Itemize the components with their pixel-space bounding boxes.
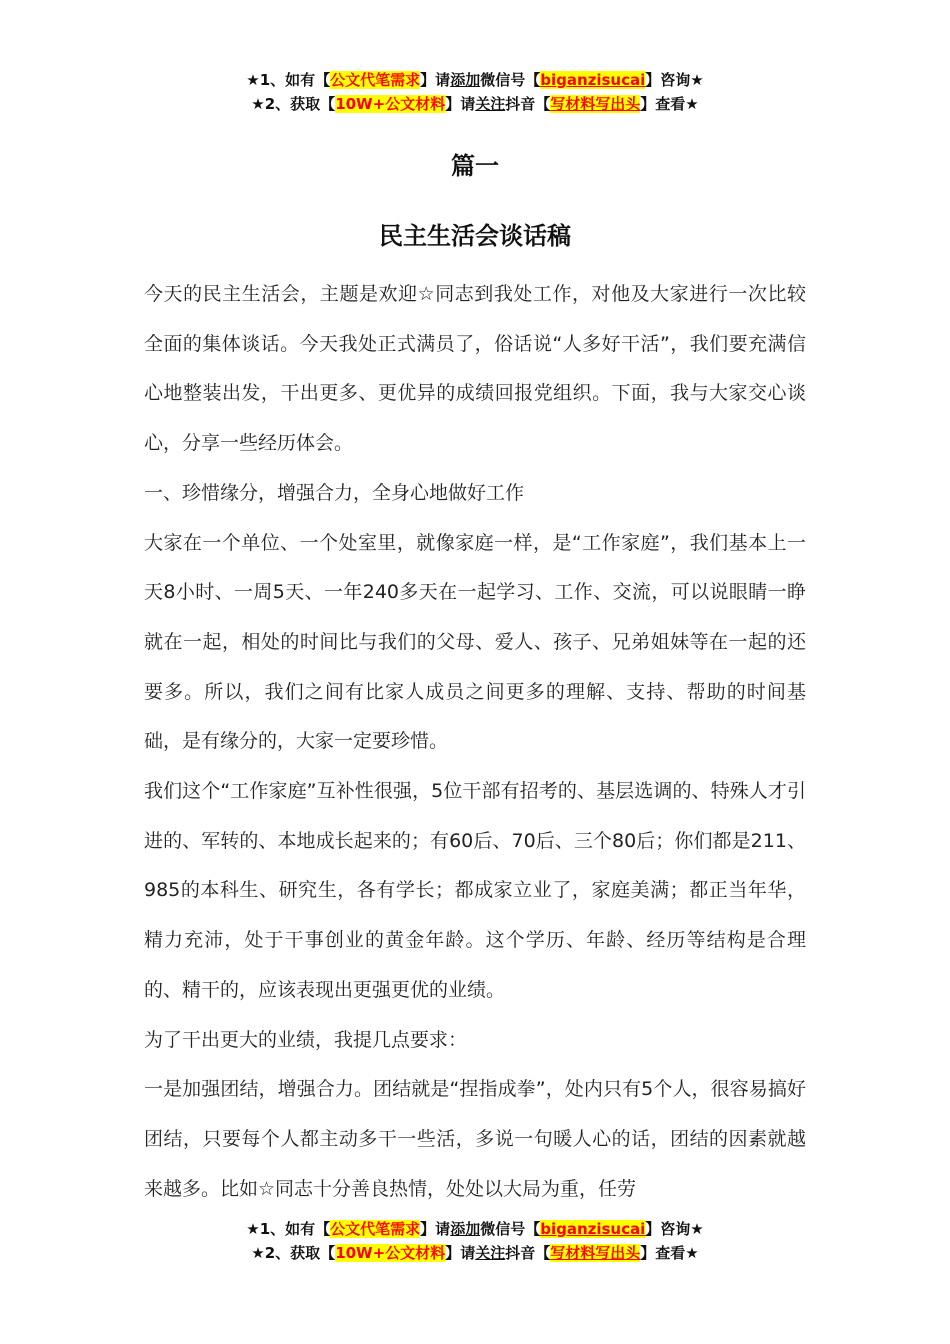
document-title: 民主生活会谈话稿 bbox=[379, 222, 571, 250]
promo-wechat-id: biganzisucai bbox=[540, 71, 646, 89]
promo-text: ★2、获取【 bbox=[251, 1244, 336, 1262]
promo-emphasis: 关注 bbox=[475, 1244, 506, 1262]
promo-text: 微信号【 bbox=[480, 71, 541, 89]
promo-douyin-account: 写材料写出头 bbox=[550, 1244, 641, 1262]
promo-header bbox=[0, 68, 950, 116]
paragraph: 我们这个“工作家庭”互补性很强，5位干部有招考的、基层选调的、特殊人才引进的、军转的、本地成长起来的；有60后、70后、三个80后；你们都是211、985的本科生、研究生，各有学长；都成家立业了，家庭美满；都正当年华，精力充沛，处于干事创业的黄金年龄。这个学历、年龄、经历等结构是合理的、精干的，应该表现出更强更优的业绩。 bbox=[144, 780, 806, 1001]
paragraph: 大家在一个单位、一个处室里，就像家庭一样，是“工作家庭”，我们基本上一天8小时、一周5天、一年240多天在一起学习、工作、交流，可以说眼睛一睁就在一起，相处的时间比与我们的父母、爱人、孩子、兄弟姐妹等在一起的还要多。所以，我们之间有比家人成员之间更多的理解、支持、帮助的时间基础，是有缘分的，大家一定要珍惜。 bbox=[144, 531, 806, 753]
promo-emphasis: 添加 bbox=[450, 71, 481, 89]
promo-text: ★2、获取【 bbox=[251, 95, 336, 113]
promo-line-2 bbox=[0, 1241, 950, 1265]
promo-highlight-service: 公文代笔需求 bbox=[330, 71, 421, 89]
promo-footer bbox=[0, 1217, 950, 1265]
promo-text: 】请 bbox=[420, 1220, 451, 1238]
promo-text: ★1、如有【 bbox=[246, 71, 331, 89]
paragraph: 为了干出更大的业绩，我提几点要求： bbox=[144, 1028, 468, 1051]
promo-highlight-materials: 10W+公文材料 bbox=[335, 95, 446, 113]
promo-text: 抖音【 bbox=[505, 1244, 551, 1262]
promo-text: 】请 bbox=[445, 95, 476, 113]
promo-text: 】查看★ bbox=[640, 95, 699, 113]
promo-highlight-materials: 10W+公文材料 bbox=[335, 1244, 446, 1262]
promo-line-2 bbox=[0, 92, 950, 116]
promo-text: 】咨询★ bbox=[645, 71, 704, 89]
promo-douyin-account: 写材料写出头 bbox=[550, 95, 641, 113]
document-body bbox=[144, 270, 806, 1214]
paragraph: 今天的民主生活会，主题是欢迎☆同志到我处工作，对他及大家进行一次比较全面的集体谈话。今天我处正式满员了，俗话说“人多好干活”，我们要充满信心地整装出发，干出更多、更优异的成绩回报党组织。下面，我与大家交心谈心，分享一些经历体会。 bbox=[144, 283, 806, 455]
promo-wechat-id: biganzisucai bbox=[540, 1220, 646, 1238]
promo-text: 抖音【 bbox=[505, 95, 551, 113]
section-label: 篇一 bbox=[451, 152, 499, 180]
paragraph: 一是加强团结，增强合力。团结就是“捏指成拳”，处内只有5个人，很容易搞好团结，只要每个人都主动多干一些活，多说一句暖人心的话，团结的因素就越来越多。比如☆同志十分善良热情，处处以大局为重，任劳 bbox=[144, 1078, 806, 1200]
promo-line-1 bbox=[0, 68, 950, 92]
promo-line-1 bbox=[0, 1217, 950, 1241]
promo-emphasis: 关注 bbox=[475, 95, 506, 113]
promo-emphasis: 添加 bbox=[450, 1220, 481, 1238]
promo-text: ★1、如有【 bbox=[246, 1220, 331, 1238]
promo-text: 】请 bbox=[420, 71, 451, 89]
promo-text: 】咨询★ bbox=[645, 1220, 704, 1238]
promo-highlight-service: 公文代笔需求 bbox=[330, 1220, 421, 1238]
section-heading: 一、珍惜缘分，增强合力，全身心地做好工作 bbox=[144, 481, 525, 504]
promo-text: 微信号【 bbox=[480, 1220, 541, 1238]
promo-text: 】查看★ bbox=[640, 1244, 699, 1262]
promo-text: 】请 bbox=[445, 1244, 476, 1262]
